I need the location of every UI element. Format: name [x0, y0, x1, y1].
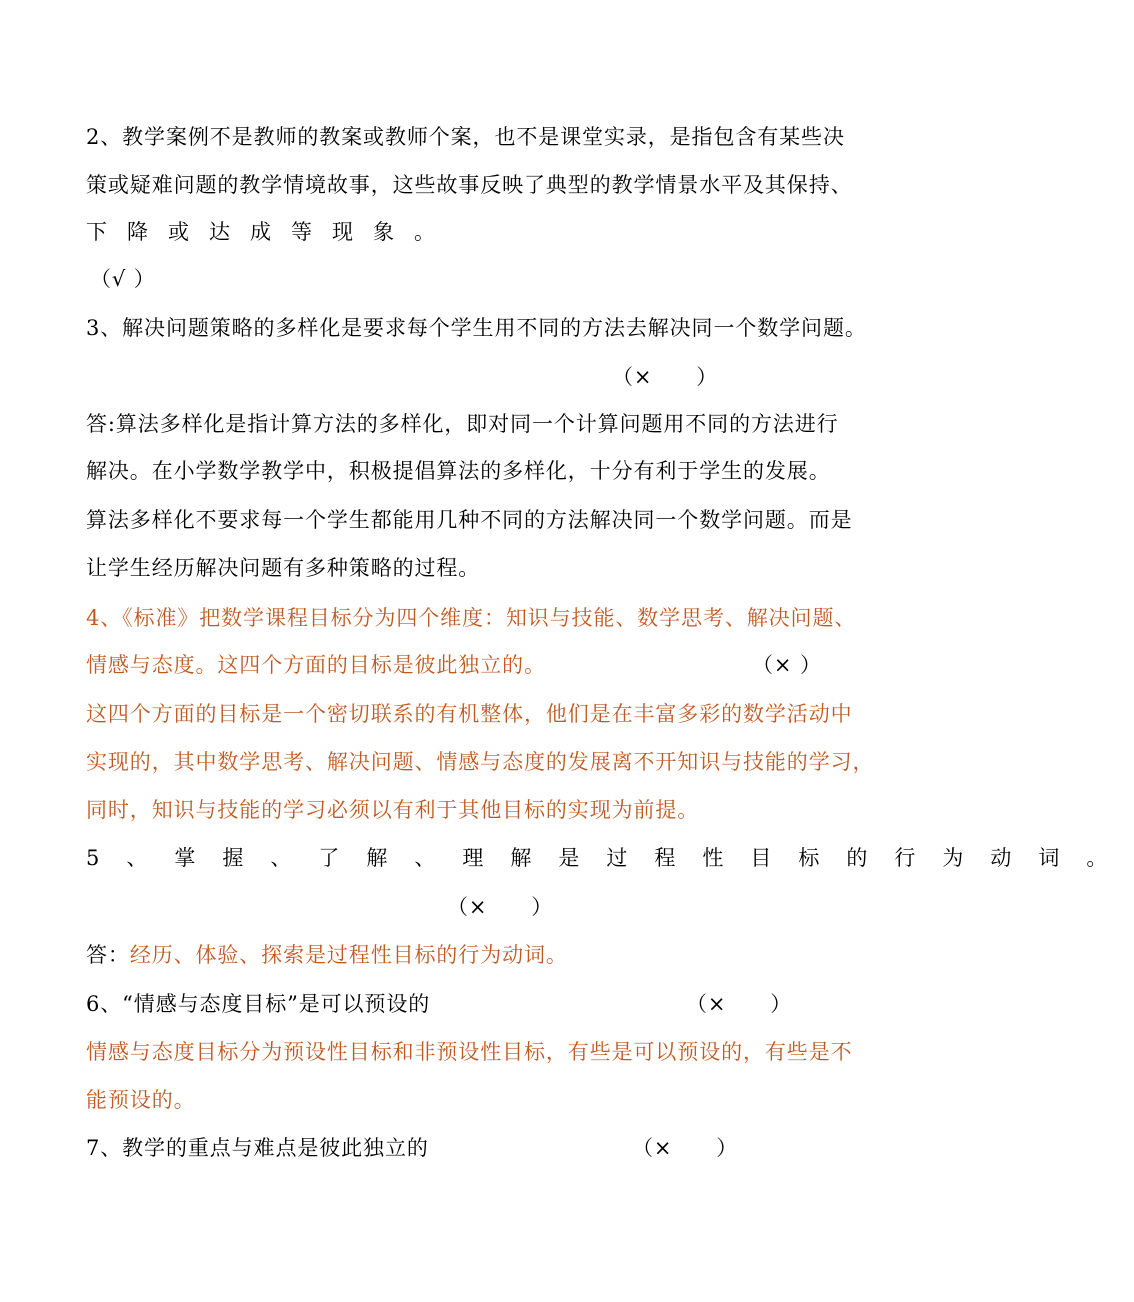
- q6-mark: （× ）: [686, 992, 793, 1016]
- q6-line-1: 6、“情感与态度目标”是可以预设的: [86, 992, 431, 1016]
- q2-line-2: 策或疑难问题的教学情境故事，这些故事反映了典型的教学情景水平及其保持、: [86, 173, 853, 197]
- q3-answer-2: 解决。在小学数学教学中，积极提倡算法的多样化，十分有利于学生的发展。: [86, 459, 831, 483]
- q2-mark: （√ ）: [90, 267, 156, 291]
- q3-line-1: 3、解决问题策略的多样化是要求每个学生用不同的方法去解决同一个数学问题。: [86, 316, 867, 340]
- q4-answer-3: 同时，知识与技能的学习必须以有利于其他目标的实现为前提。: [86, 798, 700, 822]
- q2-line-1: 2、教学案例不是教师的教案或教师个案，也不是课堂实录，是指包含有某些决: [86, 125, 845, 149]
- q5-answer-text: 经历、体验、探索是过程性目标的行为动词。: [129, 943, 568, 967]
- q5-line-1: 5、掌握、了解、理解是过程性目标的行为动词。: [86, 846, 1134, 870]
- q7-line-1: 7、教学的重点与难点是彼此独立的: [86, 1136, 429, 1160]
- q4-mark: （× ）: [752, 653, 822, 677]
- q6-answer-2: 能预设的。: [86, 1088, 196, 1112]
- q4-answer-2: 实现的，其中数学思考、解决问题、情感与态度的发展离不开知识与技能的学习，: [86, 750, 875, 774]
- q3-answer-3: 算法多样化不要求每一个学生都能用几种不同的方法解决同一个数学问题。而是: [86, 508, 853, 532]
- q5-answer-prefix: 答：: [86, 943, 130, 967]
- q7-mark: （× ）: [632, 1136, 739, 1160]
- q4-line-1: 4、《标准》把数学课程目标分为四个维度：知识与技能、数学思考、解决问题、: [86, 606, 857, 630]
- q3-answer-1: 答:算法多样化是指计算方法的多样化，即对同一个计算问题用不同的方法进行: [86, 412, 839, 436]
- q3-mark: （× ）: [612, 365, 719, 389]
- q4-line-2: 情感与态度。这四个方面的目标是彼此独立的。: [86, 653, 546, 677]
- q4-answer-1: 这四个方面的目标是一个密切联系的有机整体，他们是在丰富多彩的数学活动中: [86, 702, 853, 726]
- q3-answer-4: 让学生经历解决问题有多种策略的过程。: [86, 556, 481, 580]
- q5-mark: （× ）: [447, 895, 554, 919]
- q6-answer-1: 情感与态度目标分为预设性目标和非预设性目标，有些是可以预设的，有些是不: [86, 1040, 853, 1064]
- q5-answer: [86, 940, 568, 970]
- q2-line-3: 下降或达成等现象。: [86, 220, 455, 244]
